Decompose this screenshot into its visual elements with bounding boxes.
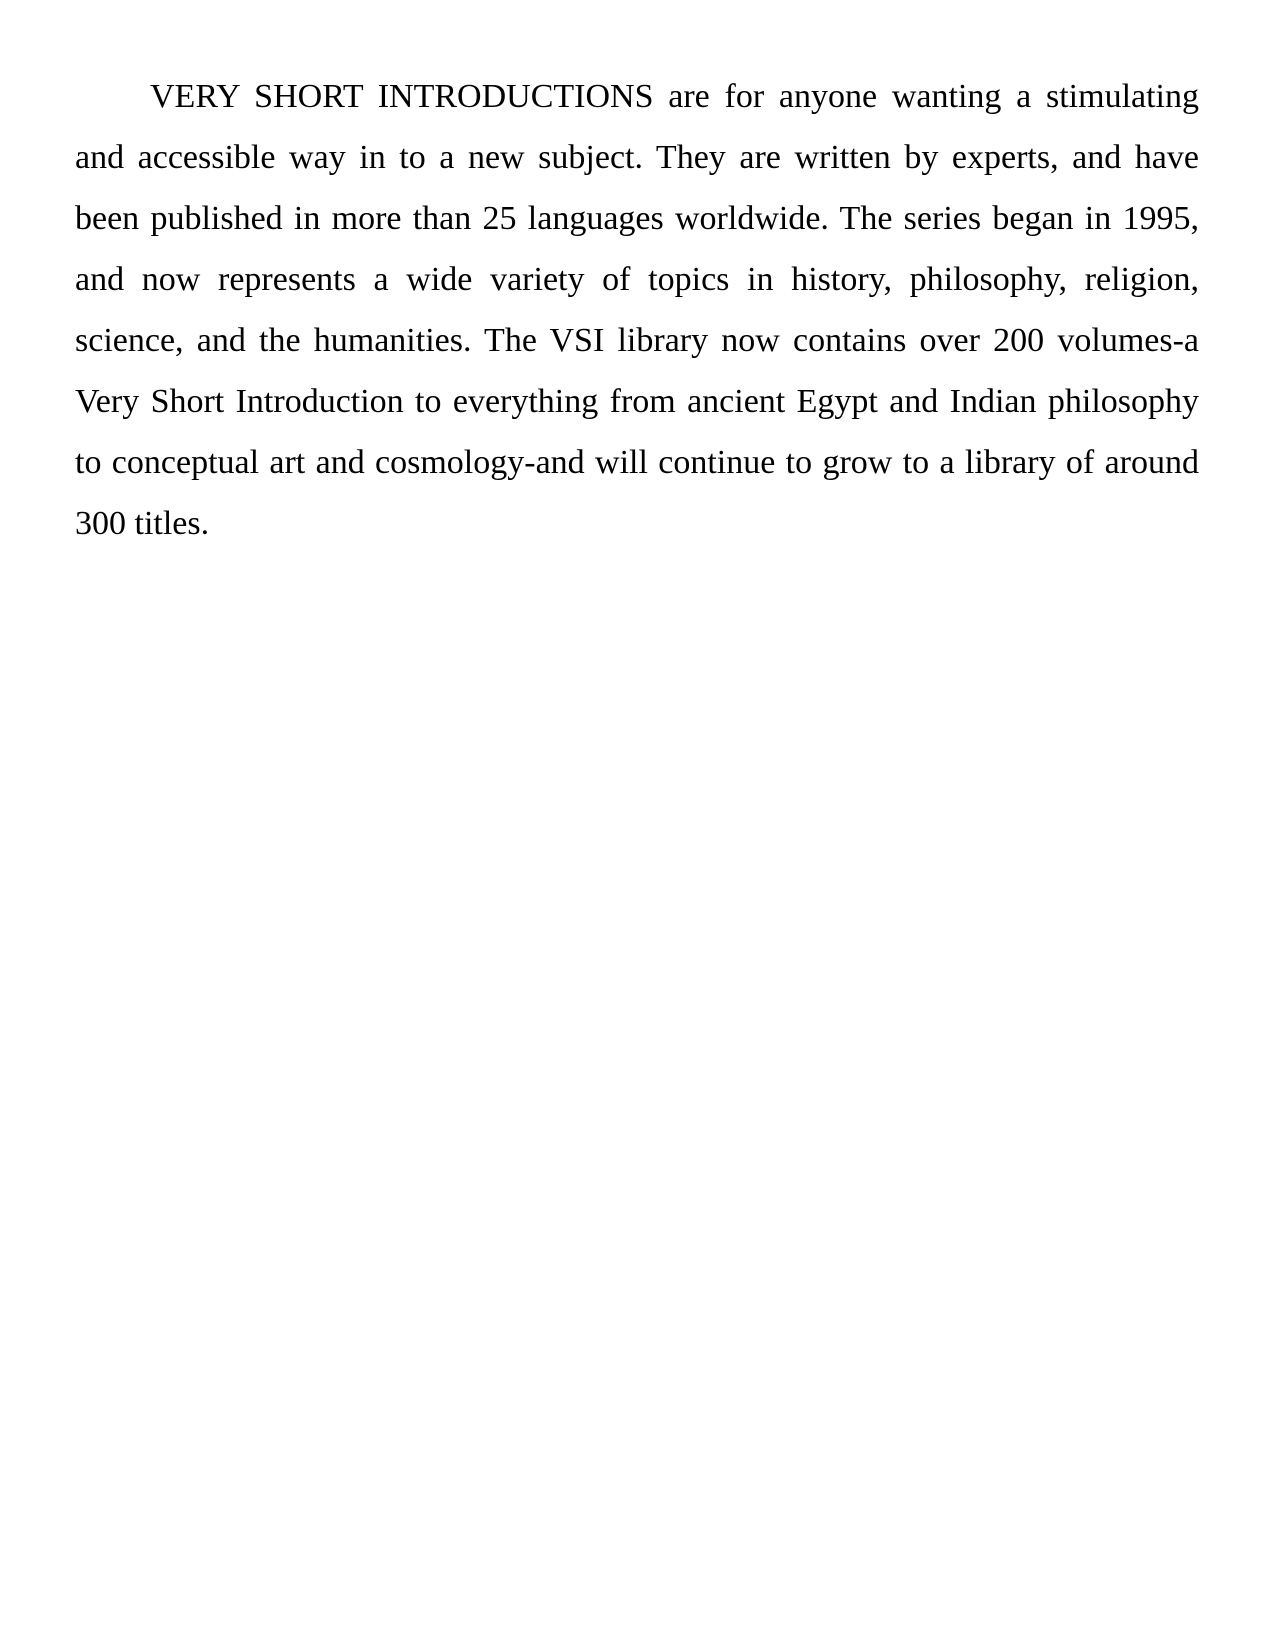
body-paragraph: [75, 66, 1199, 554]
paragraph-text: VERY SHORT INTRODUCTIONS are for anyone wanting a stimulating and accessible way in to a new subject. They are written by experts, and have been published in more than 25 languages worldwide. The series began in 1995, and now represents a wide variety of topics in history, philosophy, religion, science, and the humanities. The VSI library now contains over 200 volumes-a Very Short Introduction to everything from ancient Egypt and Indian philosophy to conceptual art and cosmology-and will continue to grow to a library of around 300 titles.: [75, 78, 1199, 542]
